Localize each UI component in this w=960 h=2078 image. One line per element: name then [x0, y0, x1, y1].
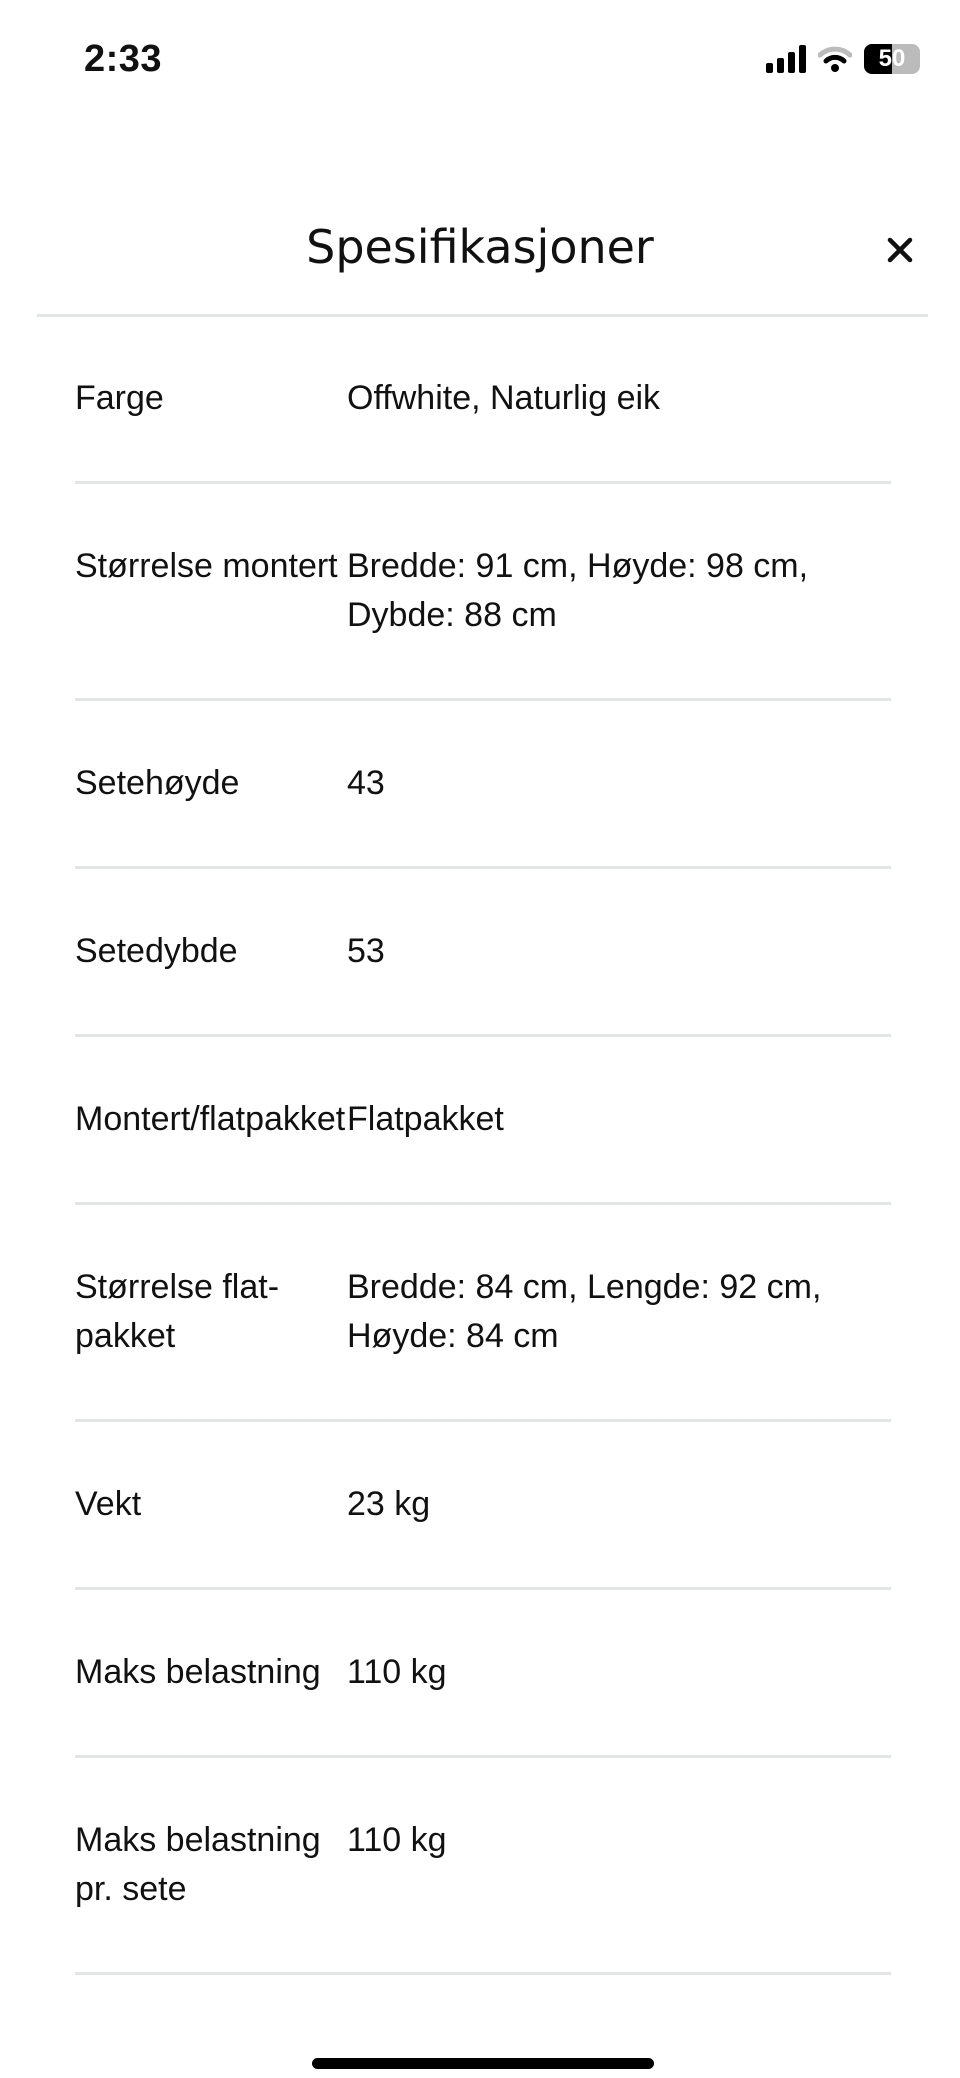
- wifi-icon: [818, 45, 852, 73]
- spec-value: 110 kg: [347, 1821, 447, 1859]
- spec-label: Maks belastning pr. sete: [75, 1821, 321, 1908]
- spec-label: Montert/⁠flatpakket: [75, 1100, 346, 1138]
- spec-label: Farge: [75, 379, 164, 417]
- spec-row: [75, 484, 891, 701]
- spec-value: 53: [347, 932, 385, 970]
- spec-label: Setedybde: [75, 932, 238, 970]
- spec-row: [75, 1205, 891, 1422]
- spec-value: 43: [347, 764, 385, 802]
- spec-label: Størrelse flatpakket: [75, 1268, 280, 1355]
- spec-value: Bredde: 91 cm, Høyde: 98 cm, Dybde: 88 cm: [347, 547, 809, 634]
- sheet-header: [0, 200, 960, 316]
- signal-icon: [766, 45, 806, 73]
- spec-label: Vekt: [75, 1485, 142, 1523]
- status-time: 2:33: [84, 38, 163, 80]
- spec-label: Maks belastning: [75, 1653, 321, 1691]
- spec-value: Offwhite, Naturlig eik: [347, 379, 661, 417]
- spec-row: [75, 1758, 891, 1975]
- status-bar: [0, 0, 960, 120]
- spec-row: [75, 316, 891, 484]
- status-icons: [766, 44, 920, 74]
- spec-value: Bredde: 84 cm, Lengde: 92 cm, Høyde: 84 cm: [347, 1268, 822, 1355]
- spec-row: [75, 1590, 891, 1758]
- battery-level: 50: [878, 45, 906, 72]
- spec-value: 110 kg: [347, 1653, 447, 1691]
- spec-value: 23 kg: [347, 1485, 431, 1523]
- spec-row: [75, 1422, 891, 1590]
- spec-row: [75, 869, 891, 1037]
- spec-row: [75, 1037, 891, 1205]
- close-icon[interactable]: [880, 230, 920, 270]
- spec-row: [75, 701, 891, 869]
- home-indicator[interactable]: [312, 2058, 654, 2069]
- spec-label: Setehøyde: [75, 764, 240, 802]
- spec-list: [75, 316, 891, 1975]
- spec-value: Flatpakket: [347, 1100, 504, 1138]
- battery-icon: [864, 44, 920, 74]
- page-title: Spesifikasjoner: [306, 220, 654, 274]
- spec-label: Størrelse montert: [75, 547, 338, 585]
